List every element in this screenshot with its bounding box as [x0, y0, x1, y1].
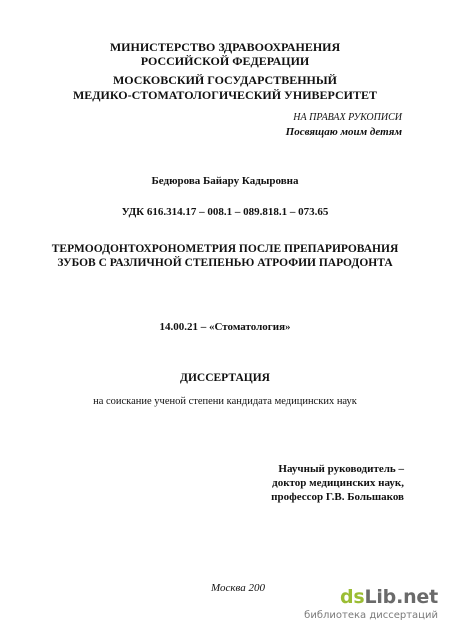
udk-code: УДК 616.314.17 – 008.1 – 089.818.1 – 073.65	[121, 206, 329, 218]
dedication: Посвящаю моим детям	[285, 126, 402, 138]
logo-net: .net	[396, 586, 438, 608]
thesis-title-line-2: ЗУБОВ С РАЗЛИЧНОЙ СТЕПЕНЬЮ АТРОФИИ ПАРОДОНТА	[57, 257, 393, 269]
logo-ds: ds	[339, 586, 365, 608]
dslib-watermark	[304, 586, 438, 626]
ministry-line-1: МИНИСТЕРСТВО ЗДРАВООХРАНЕНИЯ	[109, 40, 341, 54]
university-line-1: МОСКОВСКИЙ ГОСУДАРСТВЕННЫЙ	[112, 73, 338, 87]
watermark-subtitle: библиотека диссертаций	[304, 610, 438, 621]
rights-note: НА ПРАВАХ РУКОПИСИ	[293, 112, 402, 123]
author-name: Бедюрова Байару Кадыровна	[151, 175, 299, 187]
logo-lib: Lib	[364, 586, 397, 608]
specialty: 14.00.21 – «Стоматология»	[159, 321, 291, 333]
supervisor-line-3: профессор Г.В. Большаков	[271, 491, 404, 503]
degree-line: на соискание ученой степени кандидата медицинских наук	[93, 396, 357, 407]
thesis-title-line-1: ТЕРМООДОНТОХРОНОМЕТРИЯ ПОСЛЕ ПРЕПАРИРОВАНИЯ	[51, 243, 399, 255]
university-line-2: МЕДИКО-СТОМАТОЛОГИЧЕСКИЙ УНИВЕРСИТЕТ	[72, 88, 378, 102]
ministry-line-2: РОССИЙСКОЙ ФЕДЕРАЦИИ	[140, 54, 310, 68]
city-year: Москва 200	[211, 582, 265, 594]
document-type: ДИССЕРТАЦИЯ	[180, 372, 270, 384]
dslib-logo	[340, 586, 438, 608]
supervisor-line-1: Научный руководитель –	[278, 463, 404, 475]
supervisor-line-2: доктор медицинских наук,	[272, 477, 404, 489]
